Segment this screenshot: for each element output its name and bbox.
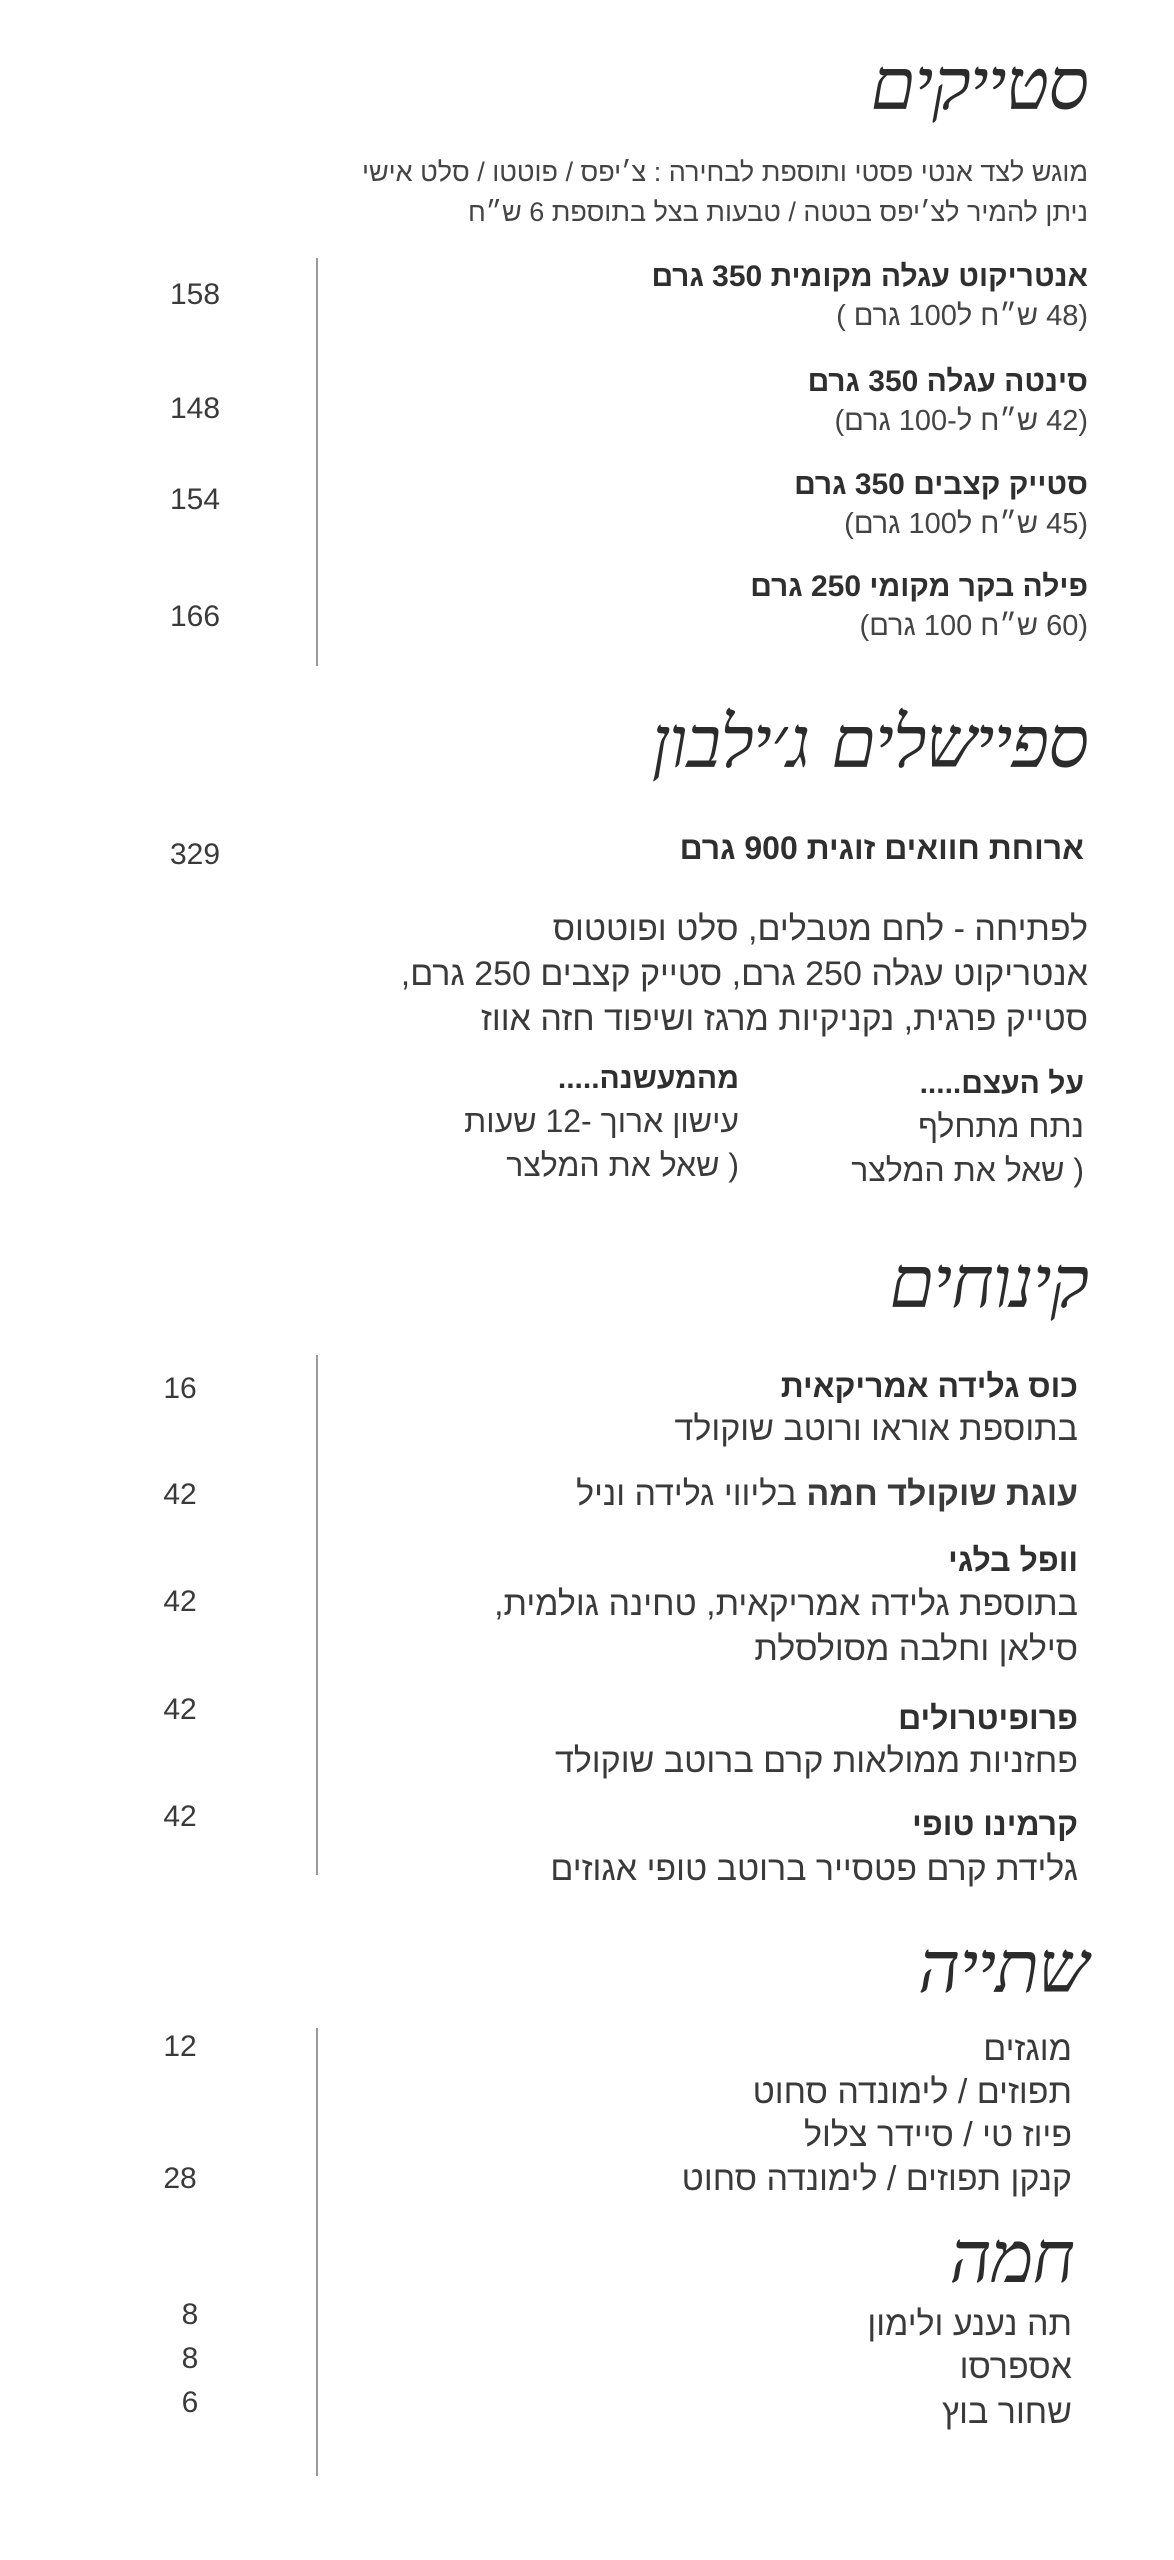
steak-item-name: סטייק קצבים 350 גרם bbox=[794, 468, 1088, 501]
desserts-title: קינוחים bbox=[889, 1240, 1088, 1324]
hot-drink-item: תה נענע ולימון bbox=[867, 2305, 1072, 2343]
drink-item: תפוזים / לימונדה סחוט bbox=[752, 2073, 1072, 2111]
drink-price: 12 bbox=[163, 2030, 197, 2063]
steak-item-desc: (42 ש״ח ל-100 גרם) bbox=[834, 405, 1088, 437]
bone-heading: על העצם..... bbox=[919, 1067, 1084, 1100]
bone-line-2: ( שאל את המלצר bbox=[851, 1152, 1084, 1188]
steaks-title: סטייקים bbox=[870, 42, 1088, 126]
specials-line-1: לפתיחה - לחם מטבלים, סלט ופוטטוס bbox=[552, 910, 1088, 948]
dessert-item-name: פרופיטרולים bbox=[898, 1700, 1078, 1736]
steaks-subtitle-1: מוגש לצד אנטי פסטי ותוספת לבחירה : צ׳יפס / פוטטו / סלט אישי bbox=[361, 157, 1088, 187]
hot-drink-price: 8 bbox=[181, 2342, 199, 2375]
steak-item-desc: (48 ש״ח ל100 גרם ) bbox=[836, 300, 1088, 332]
drink-price: 28 bbox=[163, 2162, 197, 2195]
drink-item: פיוז טי / סיידר צלול bbox=[804, 2116, 1072, 2154]
dessert-item-price: 42 bbox=[163, 1585, 197, 1618]
dessert-item-price: 16 bbox=[163, 1372, 197, 1405]
dessert-item-line bbox=[576, 1475, 1078, 1514]
drink-item: מוגזים bbox=[983, 2030, 1072, 2068]
dessert-item-name: וופל בלגי bbox=[948, 1542, 1078, 1578]
hot-drink-price: 8 bbox=[181, 2298, 199, 2331]
steak-item-price: 158 bbox=[169, 278, 221, 311]
specials-line-2: אנטריקוט עגלה 250 גרם, סטייק קצבים 250 גרם, bbox=[400, 955, 1088, 993]
smoke-heading: מהמעשנה..... bbox=[557, 1062, 739, 1095]
specials-line-3: סטייק פרגית, נקניקיות מרגז ושיפוד חזה אווז bbox=[480, 1000, 1088, 1038]
steak-item-price: 154 bbox=[169, 483, 221, 516]
drink-item: קנקן תפוזים / לימונדה סחוט bbox=[681, 2160, 1072, 2198]
steak-item-name: אנטריקוט עגלה מקומית 350 גרם bbox=[651, 260, 1088, 293]
desserts-divider bbox=[316, 1355, 318, 1875]
steak-item-price: 166 bbox=[169, 600, 221, 633]
bone-line-1: נתח מתחלף bbox=[918, 1108, 1084, 1144]
dessert-item-desc: בתוספת גלידה אמריקאית, טחינה גולמית, bbox=[494, 1585, 1078, 1623]
dessert-item-desc: בתוספת אוראו ורוטב שוקולד bbox=[674, 1410, 1078, 1448]
dessert-item-price: 42 bbox=[163, 1800, 197, 1833]
smoke-line-1: עישון ארוך -12 שעות bbox=[464, 1103, 739, 1139]
steak-item-desc: (60 ש״ח 100 גרם) bbox=[859, 610, 1088, 642]
steak-item-desc: (45 ש״ח ל100 גרם) bbox=[844, 508, 1088, 540]
specials-item-price: 329 bbox=[169, 838, 221, 871]
steak-item-name: פילה בקר מקומי 250 גרם bbox=[750, 570, 1088, 603]
hot-drink-item: שחור בוץ bbox=[942, 2393, 1072, 2431]
dessert-item-name: עוגת שוקולד חמה bbox=[806, 1475, 1078, 1513]
steak-item-name: סינטה עגלה 350 גרם bbox=[807, 365, 1088, 398]
hot-drink-price: 6 bbox=[181, 2386, 199, 2419]
specials-title: ספיישלים ג׳ילבון bbox=[651, 700, 1088, 784]
drinks-title: שתייה bbox=[918, 1925, 1088, 2009]
hot-drinks-title: חמה bbox=[949, 2215, 1074, 2299]
dessert-item-name: כוס גלידה אמריקאית bbox=[780, 1368, 1078, 1404]
steaks-subtitle-2: ניתן להמיר לצ׳יפס בטטה / טבעות בצל בתוספת 6 ש״ח bbox=[467, 197, 1088, 227]
dessert-item-suffix: בליווי גלידה וניל bbox=[576, 1475, 807, 1513]
dessert-item-price: 42 bbox=[163, 1478, 197, 1511]
dessert-item-desc: פחזניות ממולאות קרם ברוטב שוקולד bbox=[554, 1742, 1078, 1780]
drinks-divider bbox=[316, 2028, 318, 2476]
dessert-item-desc: גלידת קרם פטסייר ברוטב טופי אגוזים bbox=[550, 1850, 1078, 1888]
hot-drink-item: אספרסו bbox=[959, 2348, 1072, 2386]
steaks-divider bbox=[316, 258, 318, 666]
steak-item-price: 148 bbox=[169, 392, 221, 425]
dessert-item-price: 42 bbox=[163, 1693, 197, 1726]
dessert-item-desc: סילאן וחלבה מסולסלת bbox=[754, 1630, 1078, 1668]
smoke-line-2: ( שאל את המלצר bbox=[506, 1147, 739, 1183]
dessert-item-name: קרמינו טופי bbox=[912, 1806, 1078, 1842]
specials-item-name: ארוחת חוואים זוגית 900 גרם bbox=[679, 830, 1084, 866]
